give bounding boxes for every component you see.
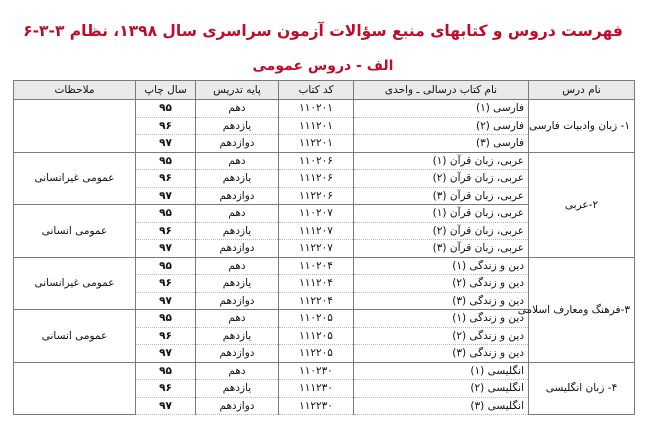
book-name-cell: فارسی (۳) [354,135,529,153]
book-code-cell: ۱۱۱۲۰۵ [279,327,354,345]
header-code: کد کتاب [279,81,354,100]
book-code-cell: ۱۱۲۲۰۴ [279,292,354,310]
document-title: فهرست دروس و کتابهای منبع سؤالات آزمون سراسری سال ۱۳۹۸، نظام ۳-۳-۶ [23,22,623,40]
print-year-cell: ۹۷ [136,292,196,310]
header-grade: پایه تدریس [196,81,279,100]
grade-cell: دهم [196,362,279,380]
lesson-name-cell: ۱- زبان وادبیات فارسی [529,100,635,153]
notes-cell: عمومی غیرانسانی [14,152,136,205]
print-year-cell: ۹۵ [136,310,196,328]
book-code-cell: ۱۱۰۲۰۴ [279,257,354,275]
book-name-cell: دین و زندگی (۱) [354,310,529,328]
grade-cell: دوازدهم [196,397,279,415]
print-year-cell: ۹۶ [136,275,196,293]
book-name-cell: عربی، زبان قرآن (۲) [354,222,529,240]
print-year-cell: ۹۵ [136,152,196,170]
book-code-cell: ۱۱۱۲۰۱ [279,117,354,135]
print-year-cell: ۹۵ [136,362,196,380]
book-code-cell: ۱۱۱۲۰۷ [279,222,354,240]
book-code-cell: ۱۱۱۲۰۴ [279,275,354,293]
grade-cell: یازدهم [196,117,279,135]
grade-cell: دوازدهم [196,240,279,258]
lesson-name-cell: ۲-عربی [529,152,635,257]
grade-cell: دهم [196,100,279,118]
notes-cell: عمومی غیرانسانی [14,257,136,310]
grade-cell: دوازدهم [196,345,279,363]
print-year-cell: ۹۶ [136,222,196,240]
grade-cell: دهم [196,257,279,275]
book-name-cell: فارسی (۲) [354,117,529,135]
lesson-name-cell: ۴- زبان انگلیسی [529,362,635,415]
book-name-cell: عربی، زبان قرآن (۱) [354,205,529,223]
print-year-cell: ۹۵ [136,257,196,275]
book-code-cell: ۱۱۱۲۳۰ [279,380,354,398]
grade-cell: دوازدهم [196,292,279,310]
print-year-cell: ۹۷ [136,135,196,153]
print-year-cell: ۹۶ [136,327,196,345]
header-notes: ملاحظات [14,81,136,100]
book-code-cell: ۱۱۲۲۰۶ [279,187,354,205]
grade-cell: دهم [196,205,279,223]
print-year-cell: ۹۶ [136,117,196,135]
book-name-cell: عربی، زبان قرآن (۳) [354,240,529,258]
print-year-cell: ۹۷ [136,345,196,363]
book-name-cell: انگلیسی (۲) [354,380,529,398]
book-name-cell: دین و زندگی (۱) [354,257,529,275]
book-name-cell: دین و زندگی (۲) [354,275,529,293]
book-code-cell: ۱۱۲۲۰۵ [279,345,354,363]
section-subtitle: الف - دروس عمومی [252,58,394,74]
grade-cell: یازدهم [196,222,279,240]
book-code-cell: ۱۱۲۲۰۷ [279,240,354,258]
grade-cell: دهم [196,310,279,328]
book-name-cell: عربی، زبان قرآن (۳) [354,187,529,205]
print-year-cell: ۹۵ [136,100,196,118]
book-code-cell: ۱۱۰۲۰۷ [279,205,354,223]
book-code-cell: ۱۱۲۲۰۱ [279,135,354,153]
book-name-cell: دین و زندگی (۲) [354,327,529,345]
grade-cell: دوازدهم [196,135,279,153]
header-book: نام کتاب درسالی ـ واحدی [354,81,529,100]
grade-cell: یازدهم [196,380,279,398]
grade-cell: دوازدهم [196,187,279,205]
book-code-cell: ۱۱۰۲۰۶ [279,152,354,170]
book-name-cell: دین و زندگی (۳) [354,345,529,363]
course-books-table [13,80,635,415]
table-row [14,152,635,170]
book-code-cell: ۱۱۱۲۰۶ [279,170,354,188]
book-name-cell: دین و زندگی (۳) [354,292,529,310]
book-code-cell: ۱۱۲۲۳۰ [279,397,354,415]
book-name-cell: عربی، زبان قرآن (۲) [354,170,529,188]
grade-cell: دهم [196,152,279,170]
book-code-cell: ۱۱۰۲۰۱ [279,100,354,118]
table-row [14,362,635,380]
book-code-cell: ۱۱۰۲۳۰ [279,362,354,380]
print-year-cell: ۹۵ [136,205,196,223]
print-year-cell: ۹۷ [136,240,196,258]
print-year-cell: ۹۶ [136,380,196,398]
table-header-row [14,81,635,100]
header-year: سال چاپ [136,81,196,100]
notes-cell [14,362,136,415]
grade-cell: یازدهم [196,327,279,345]
grade-cell: یازدهم [196,170,279,188]
lesson-name-cell: ۳-فرهنگ ومعارف اسلامی [529,257,635,362]
header-lesson: نام درس [529,81,635,100]
table-row [14,257,635,275]
table-body [14,100,635,415]
print-year-cell: ۹۷ [136,187,196,205]
book-name-cell: انگلیسی (۱) [354,362,529,380]
notes-cell: عمومی انسانی [14,205,136,258]
book-name-cell: عربی، زبان قرآن (۱) [354,152,529,170]
table-row [14,100,635,118]
print-year-cell: ۹۷ [136,397,196,415]
book-code-cell: ۱۱۰۲۰۵ [279,310,354,328]
notes-cell [14,100,136,153]
book-name-cell: انگلیسی (۳) [354,397,529,415]
grade-cell: یازدهم [196,275,279,293]
book-name-cell: فارسی (۱) [354,100,529,118]
print-year-cell: ۹۶ [136,170,196,188]
notes-cell: عمومی انسانی [14,310,136,363]
